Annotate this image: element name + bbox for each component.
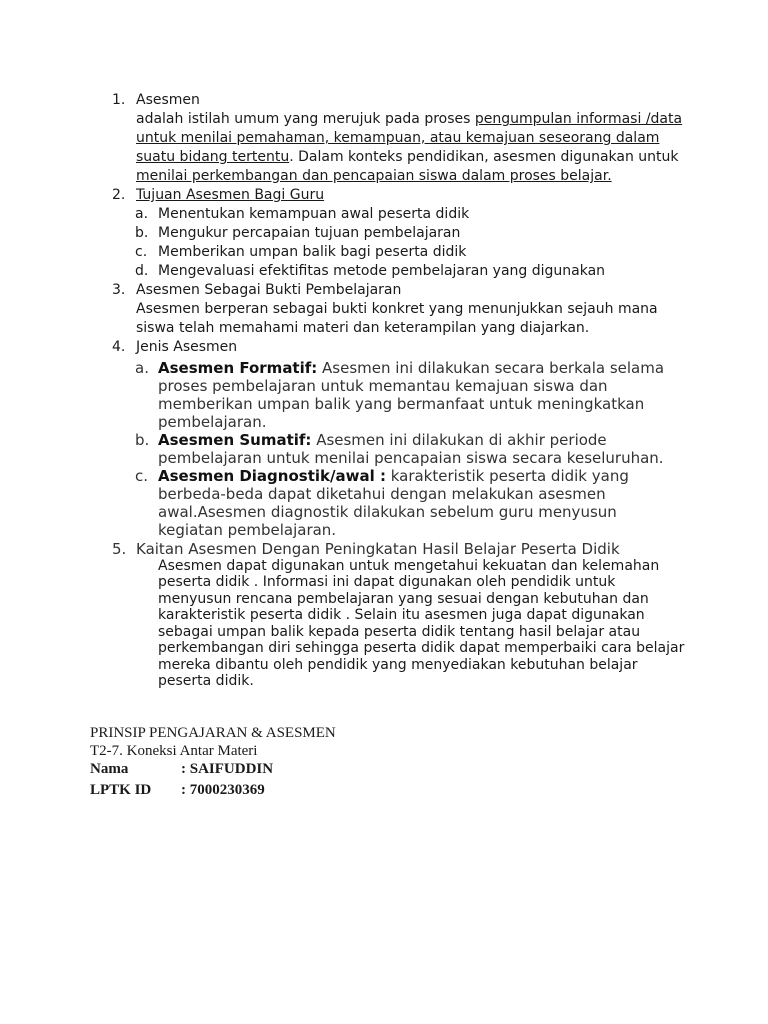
paragraph-line: memberikan umpan balik yang bermanfaat untuk meningkatkan	[158, 395, 645, 413]
name-value: : SAIFUDDIN	[181, 761, 274, 777]
paragraph-line: peserta didik . Informasi ini dapat digunakan oleh pendidik untuk	[158, 574, 616, 590]
paragraph-line: siswa telah memahami materi dan keterampilan yang diajarkan.	[136, 320, 590, 336]
paragraph-line: sebagai umpan balik kepada peserta didik tentang hasil belajar atau	[158, 624, 641, 640]
paragraph-line: menilai perkembangan dan pencapaian siswa dalam proses belajar.	[136, 168, 612, 184]
paragraph-line: untuk menilai pemahaman, kemampuan, atau kemajuan seseorang dalam	[136, 130, 660, 146]
paragraph-line: awal.Asesmen diagnostik dilakukan sebelum guru menyusun	[158, 503, 617, 521]
sub-list-item: Mengevaluasi efektifitas metode pembelajaran yang digunakan	[158, 263, 606, 279]
section-title-tujuan: Tujuan Asesmen Bagi Guru	[136, 187, 325, 203]
list-number-2: 2.	[112, 187, 126, 203]
paragraph-line: suatu bidang tertentu. Dalam konteks pendidikan, asesmen digunakan untuk	[136, 149, 679, 165]
sub-list-item: Memberikan umpan balik bagi peserta didik	[158, 244, 467, 260]
footer-heading: PRINSIP PENGAJARAN & ASESMEN	[90, 725, 336, 741]
sub-list-item: Asesmen Sumatif: Asesmen ini dilakukan di akhir periode	[158, 431, 607, 449]
sub-list-letter: a.	[135, 359, 149, 377]
sub-list-item: Asesmen Diagnostik/awal : karakteristik peserta didik yang	[158, 467, 629, 485]
list-number-5: 5.	[112, 540, 127, 558]
sub-list-letter: c.	[135, 467, 149, 485]
paragraph-line: adalah istilah umum yang merujuk pada proses pengumpulan informasi /data	[136, 111, 683, 127]
sub-list-item: Mengukur percapaian tujuan pembelajaran	[158, 225, 461, 241]
sub-list-item: Menentukan kemampuan awal peserta didik	[158, 206, 470, 222]
sub-list-letter: b.	[135, 431, 150, 449]
paragraph-line: peserta didik.	[158, 673, 254, 689]
paragraph-line: Asesmen dapat digunakan untuk mengetahui kekuatan dan kelemahan	[158, 558, 660, 574]
sub-list-letter: b.	[135, 225, 149, 241]
sub-list-letter: d.	[135, 263, 149, 279]
section-title-kaitan: Kaitan Asesmen Dengan Peningkatan Hasil Belajar Peserta Didik	[136, 540, 620, 558]
paragraph-line: perkembangan diri sehingga peserta didik dapat memperbaiki cara belajar	[158, 640, 685, 656]
list-number-4: 4.	[112, 339, 126, 355]
lptk-id-label: LPTK ID	[90, 782, 152, 798]
sub-list-item: Asesmen Formatif: Asesmen ini dilakukan secara berkala selama	[158, 359, 665, 377]
footer-subheading: T2-7. Koneksi Antar Materi	[90, 743, 258, 759]
list-number-1: 1.	[112, 92, 126, 108]
paragraph-line: pembelajaran.	[158, 413, 267, 431]
paragraph-line: menyusun rencana pembelajaran yang sesuai dengan kebutuhan dan	[158, 591, 649, 607]
list-number-3: 3.	[112, 282, 126, 298]
paragraph-line: mereka dibantu oleh pendidik yang menyediakan kebutuhan belajar	[158, 657, 638, 673]
section-title-asesmen: Asesmen	[136, 92, 200, 108]
paragraph-line: Asesmen berperan sebagai bukti konkret yang menunjukkan sejauh mana	[136, 301, 658, 317]
paragraph-line: kegiatan pembelajaran.	[158, 521, 337, 539]
sub-list-letter: a.	[135, 206, 149, 222]
name-label: Nama	[90, 761, 129, 777]
paragraph-line: karakteristik peserta didik . Selain itu asesmen juga dapat digunakan	[158, 607, 645, 623]
paragraph-line: pembelajaran untuk menilai pencapaian siswa secara keseluruhan.	[158, 449, 664, 467]
paragraph-line: proses pembelajaran untuk memantau kemajuan siswa dan	[158, 377, 608, 395]
section-title-jenis: Jenis Asesmen	[136, 339, 238, 355]
section-title-bukti: Asesmen Sebagai Bukti Pembelajaran	[136, 282, 402, 298]
lptk-id-value: : 7000230369	[181, 782, 265, 798]
paragraph-line: berbeda-beda dapat diketahui dengan melakukan asesmen	[158, 485, 606, 503]
sub-list-letter: c.	[135, 244, 148, 260]
